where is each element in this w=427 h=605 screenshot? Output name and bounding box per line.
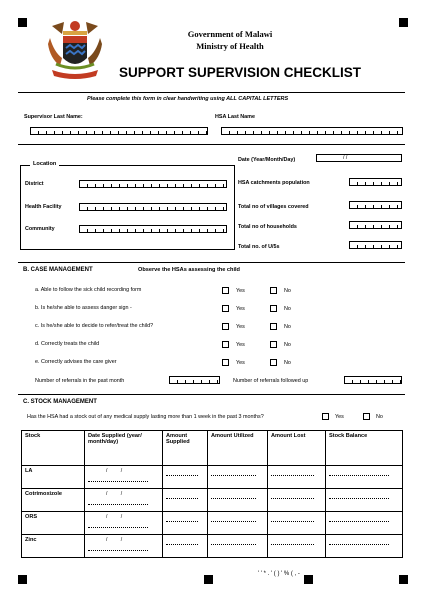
no-label: No (284, 324, 291, 330)
referrals-field[interactable] (169, 376, 220, 384)
column-header: Amount Supplied (163, 431, 208, 466)
stock-name-cell: Cotrimoxizole (22, 489, 85, 512)
date-separator: / / (343, 155, 348, 161)
stockout-no-checkbox[interactable] (363, 413, 370, 420)
stockout-question: Has the HSA had a stock out of any medical supply lasting more than 1 week in the past 3 months? (27, 414, 264, 420)
district-label: District (25, 181, 44, 187)
table-row (22, 489, 403, 512)
amount-supplied-cell[interactable] (163, 535, 208, 558)
amount-supplied-cell[interactable] (163, 489, 208, 512)
case-management-heading: B. CASE MANAGEMENT (23, 267, 93, 273)
stock-name-cell: LA (22, 466, 85, 489)
community-field[interactable] (79, 225, 227, 233)
case-management-subheading: Observe the HSAs assessing the child (138, 267, 240, 273)
corner-mark-bottom-right (399, 575, 408, 584)
stock-balance-cell[interactable] (326, 512, 403, 535)
date-supplied-cell[interactable] (85, 535, 163, 558)
stock-management-heading: C. STOCK MANAGEMENT (23, 399, 97, 405)
date-supplied-cell[interactable] (85, 466, 163, 489)
case-item-e-yes-checkbox[interactable] (222, 359, 229, 366)
stockout-yes-checkbox[interactable] (322, 413, 329, 420)
date-label: Date (Year/Month/Day) (238, 157, 296, 163)
households-label: Total no of households (238, 224, 297, 230)
table-row (22, 512, 403, 535)
column-header: Stock Balance (326, 431, 403, 466)
case-item-b: b. Is he/she able to assess danger sign - (35, 305, 132, 311)
community-label: Community (25, 226, 55, 232)
section-b-divider (18, 262, 405, 263)
corner-mark-top-right (399, 18, 408, 27)
stock-balance-cell[interactable] (326, 489, 403, 512)
case-item-c-no-checkbox[interactable] (270, 323, 277, 330)
case-item-d-yes-checkbox[interactable] (222, 341, 229, 348)
amount-supplied-cell[interactable] (163, 466, 208, 489)
table-row (22, 466, 403, 489)
households-field[interactable] (349, 221, 402, 229)
yes-label: Yes (236, 306, 245, 312)
amount-utilized-cell[interactable] (208, 466, 268, 489)
section-a-divider (18, 144, 405, 145)
case-item-d-no-checkbox[interactable] (270, 341, 277, 348)
stock-table (21, 430, 403, 558)
location-legend: Location (30, 161, 59, 167)
case-item-b-no-checkbox[interactable] (270, 305, 277, 312)
referrals-followed-field[interactable] (344, 376, 402, 384)
coat-of-arms-icon (44, 18, 106, 84)
yes-label: Yes (236, 342, 245, 348)
date-supplied-cell[interactable] (85, 512, 163, 535)
catchment-population-label: HSA catchments population (238, 180, 310, 186)
catchment-population-field[interactable] (349, 178, 402, 186)
date-separator: / / (106, 514, 129, 520)
supervisor-name-field[interactable] (30, 127, 208, 135)
date-separator: / / (106, 468, 129, 474)
case-item-a: a. Able to follow the sick child recording form (35, 287, 142, 293)
case-item-a-no-checkbox[interactable] (270, 287, 277, 294)
stock-name-cell: ORS (22, 512, 85, 535)
instruction-text: Please complete this form in clear handwriting using ALL CAPITAL LETTERS (87, 96, 289, 102)
amount-lost-cell[interactable] (268, 512, 326, 535)
hsa-name-field[interactable] (221, 127, 403, 135)
title-divider (18, 92, 405, 93)
stockout-yes-label: Yes (335, 414, 344, 420)
stock-balance-cell[interactable] (326, 466, 403, 489)
villages-covered-field[interactable] (349, 201, 402, 209)
ministry-heading: Ministry of Health (196, 41, 264, 51)
corner-mark-bottom-middle-left (204, 575, 213, 584)
amount-utilized-cell[interactable] (208, 489, 268, 512)
footer-code: ' ' * . ' ( ) ' % ( , - (258, 571, 300, 577)
yes-label: Yes (236, 324, 245, 330)
stock-balance-cell[interactable] (326, 535, 403, 558)
supervisor-name-label: Supervisor Last Name: (24, 114, 83, 120)
form-title: SUPPORT SUPERVISION CHECKLIST (119, 65, 362, 80)
health-facility-field[interactable] (79, 203, 227, 211)
date-separator: / / (106, 491, 129, 497)
referrals-label: Number of referrals in the past month (35, 378, 125, 384)
corner-mark-top-left (18, 18, 27, 27)
case-item-e: e. Correctly advises the care giver (35, 359, 117, 365)
no-label: No (284, 342, 291, 348)
hsa-name-label: HSA Last Name (215, 114, 255, 120)
table-header-row (22, 431, 403, 466)
case-item-c: c. Is he/she able to decide to refer/treat the child? (35, 323, 154, 329)
health-facility-label: Health Facility (25, 204, 62, 210)
section-c-divider (18, 394, 405, 395)
district-field[interactable] (79, 180, 227, 188)
stockout-no-label: No (376, 414, 383, 420)
column-header: Stock (22, 431, 85, 466)
table-row (22, 535, 403, 558)
government-heading: Government of Malawi (187, 29, 273, 39)
corner-mark-bottom-middle-right (304, 575, 313, 584)
column-header: Amount Utilized (208, 431, 268, 466)
corner-mark-bottom-left (18, 575, 27, 584)
case-item-b-yes-checkbox[interactable] (222, 305, 229, 312)
column-header: Amount Lost (268, 431, 326, 466)
under-five-field[interactable] (349, 241, 402, 249)
case-item-a-yes-checkbox[interactable] (222, 287, 229, 294)
referrals-followed-label: Number of referrals followed up (233, 378, 309, 384)
case-item-d: d. Correctly treats the child (35, 341, 100, 347)
villages-covered-label: Total no of villages covered (238, 204, 309, 210)
yes-label: Yes (236, 360, 245, 366)
amount-lost-cell[interactable] (268, 535, 326, 558)
case-item-c-yes-checkbox[interactable] (222, 323, 229, 330)
stock-name-cell: Zinc (22, 535, 85, 558)
amount-lost-cell[interactable] (268, 489, 326, 512)
no-label: No (284, 306, 291, 312)
under-five-label: Total no. of U/5s (238, 244, 280, 250)
yes-label: Yes (236, 288, 245, 294)
no-label: No (284, 288, 291, 294)
date-field[interactable] (316, 154, 402, 162)
column-header: Date Supplied (year/ month/day) (85, 431, 163, 466)
date-separator: / / (106, 537, 129, 543)
amount-utilized-cell[interactable] (208, 535, 268, 558)
amount-lost-cell[interactable] (268, 466, 326, 489)
no-label: No (284, 360, 291, 366)
date-supplied-cell[interactable] (85, 489, 163, 512)
case-item-e-no-checkbox[interactable] (270, 359, 277, 366)
amount-supplied-cell[interactable] (163, 512, 208, 535)
amount-utilized-cell[interactable] (208, 512, 268, 535)
